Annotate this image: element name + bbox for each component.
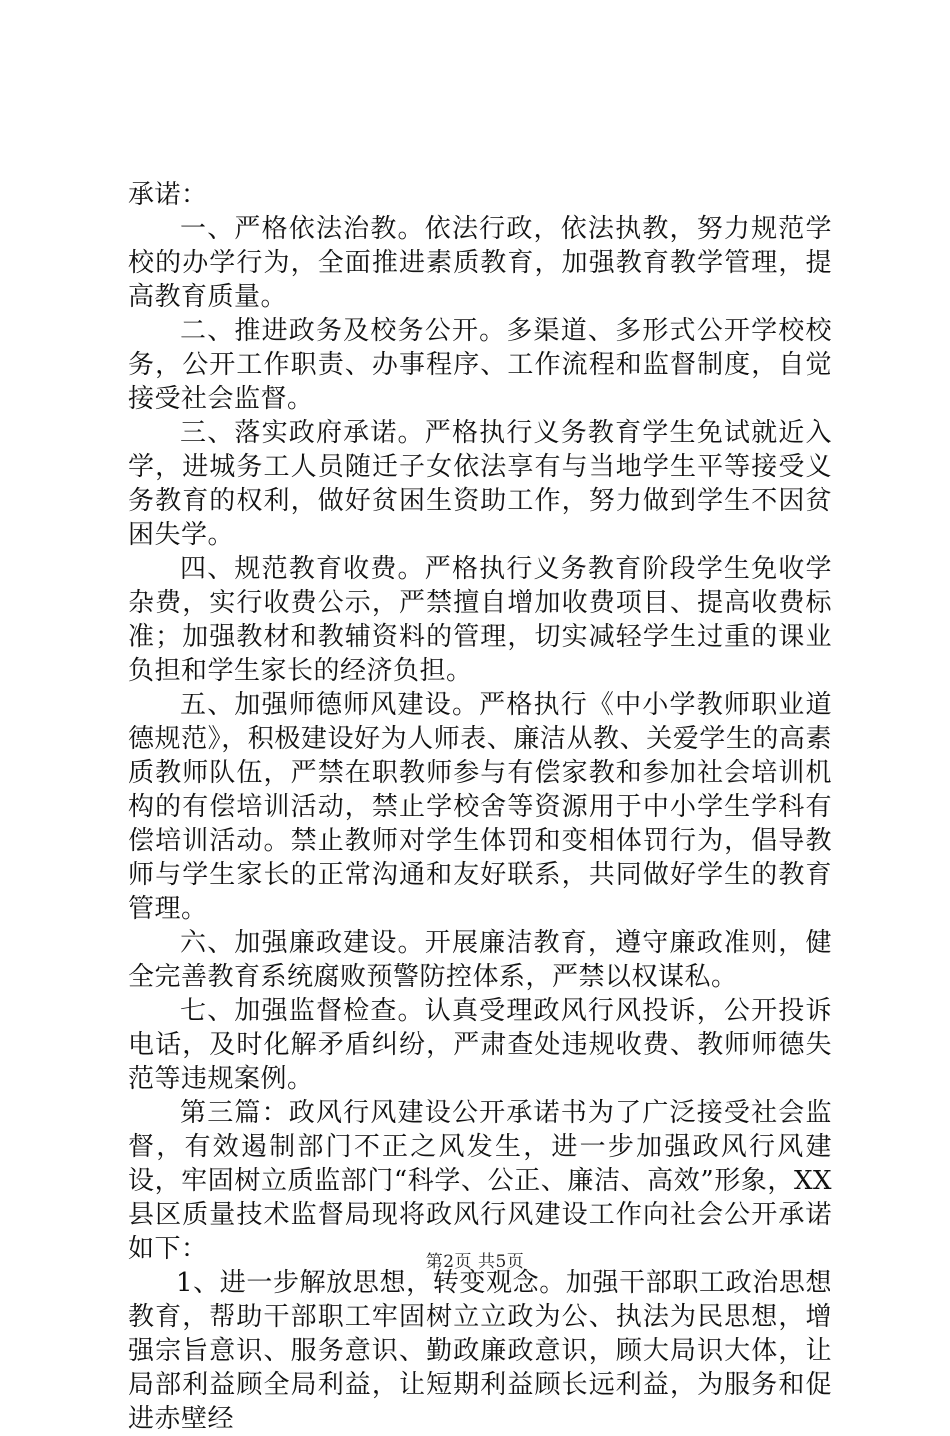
paragraph-intro: 承诺： [128, 180, 208, 210]
paragraph-numbered-1: 1、进一步解放思想，转变观念。加强干部职工政治思想教育，帮助干部职工牢固树立立政为公、执法为民思想，增强宗旨意识、服务意识、勤政廉政意识，顾大局识大体，让局部利益顾全局利益，让短期利益顾长远利益，为服务和促进赤壁经 [128, 1268, 832, 1434]
paragraph-item-3: 三、落实政府承诺。严格执行义务教育学生免试就近入学，进城务工人员随迁子女依法享有与当地学生平等接受义务教育的权利，做好贫困生资助工作，努力做到学生不因贫困失学。 [128, 418, 832, 550]
paragraph-item-7: 七、加强监督检查。认真受理政风行风投诉，公开投诉电话，及时化解矛盾纠纷，严肃查处违规收费、教师师德失范等违规案例。 [128, 996, 832, 1094]
paragraph-item-4: 四、规范教育收费。严格执行义务教育阶段学生免收学杂费，实行收费公示，严禁擅自增加收费项目、提高收费标准；加强教材和教辅资料的管理，切实减轻学生过重的课业负担和学生家长的经济负担。 [128, 554, 832, 686]
paragraph-item-2: 二、推进政务及校务公开。多渠道、多形式公开学校校务，公开工作职责、办事程序、工作流程和监督制度，自觉接受社会监督。 [128, 316, 832, 414]
paragraph-item-5: 五、加强师德师风建设。严格执行《中小学教师职业道德规范》，积极建设好为人师表、廉洁从教、关爱学生的高素质教师队伍，严禁在职教师参与有偿家教和参加社会培训机构的有偿培训活动，禁止学校舍等资源用于中小学生学科有偿培训活动。禁止教师对学生体罚和变相体罚行为，倡导教师与学生家长的正常沟通和友好联系，共同做好学生的教育管理。 [128, 690, 832, 924]
page-footer: 第2页 共5页 [425, 1252, 525, 1272]
paragraph-item-1: 一、严格依法治教。依法行政，依法执教，努力规范学校的办学行为，全面推进素质教育，加强教育教学管理，提高教育质量。 [128, 214, 832, 312]
paragraph-section-3: 第三篇：政风行风建设公开承诺书为了广泛接受社会监督，有效遏制部门不正之风发生，进一步加强政风行风建设，牢固树立质监部门“科学、公正、廉洁、高效”形象，XX县区质量技术监督局现将政风行风建设工作向社会公开承诺如下： [128, 1098, 832, 1264]
paragraph-item-6: 六、加强廉政建设。开展廉洁教育，遵守廉政准则，健全完善教育系统腐败预警防控体系，严禁以权谋私。 [128, 928, 832, 992]
